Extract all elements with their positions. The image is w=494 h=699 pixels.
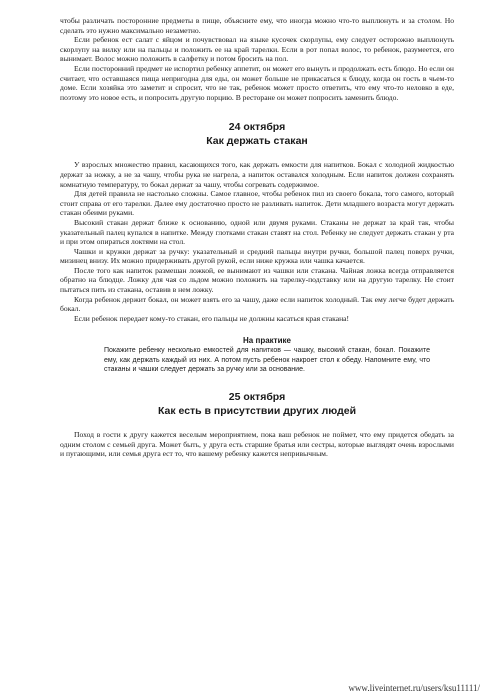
paragraph: Если посторонний предмет не испортил ребенку аппетит, он может его вынуть и продолжать есть блюдо. Но если он считает, что оставшаяся пища непригодна для еды, он может больше не прикасаться к блюду, когда он гость в чьем-то доме. Если хозяйка это заметит и спросит, что не так, ребенок может просто ответить, что ему что-то неловко в еде, поэтому это новое есть, и попросить другую порцию. В ресторане он может попросить заменить блюдо. (60, 63, 454, 102)
section-24-october (60, 120, 454, 323)
intro-text (60, 16, 454, 102)
paragraph: чтобы различать посторонние предметы в пище, объясните ему, что иногда можно что-то выплюнуть и за столом. Но сделать это нужно максимально незаметно. (60, 16, 454, 35)
section-date: 24 октября (228, 121, 286, 134)
practice-text: Покажите ребенку несколько емкостей для напитков — чашку, высокий стакан, бокал. Покажите ему, как держать каждый из них. А потом пусть ребенок накроет стол к обеду. Напомните ему, что стаканы и чашки следует держать за ручку или за основание. (104, 347, 430, 373)
paragraph: У взрослых множество правил, касающихся того, как держать емкости для напитков. Бокал с холодной жидкостью держат за ножку, а не за чашу, чтобы рука не нагрела, а напиток оставался холодным. Если напиток должен сохранять комнатную температуру, то бокал держат за чашу, чтобы согревать содержимое. (60, 160, 454, 189)
practice-title: На практике (243, 336, 291, 346)
practice-note (104, 335, 430, 374)
source-url: www.liveinternet.ru/users/ksu11111/ (348, 683, 480, 693)
paragraph: Когда ребенок держит бокал, он может взять его за чашу, даже если напиток холодный. Так ему легче будет держать бокал. (60, 294, 454, 314)
paragraph: После того как напиток размешан ложкой, ее вынимают из чашки или стакана. Чайная ложка всегда отправляется обратно на блюдце. Ложку для чая со льдом можно положить на тарелку-подставку или на другую тарелку. Не стоит пытаться пить из стакана, оставив в нем ложку. (60, 265, 454, 295)
section-title: Как держать стакан (206, 135, 308, 148)
section-date: 25 октября (228, 391, 286, 404)
section-title: Как есть в присутствии других людей (157, 405, 357, 418)
section-25-october (60, 390, 454, 459)
paragraph: Высокий стакан держат ближе к основанию, одной или двумя руками. Стаканы не держат за край так, чтобы указательный палец купался в напитке. Между глотками стакан ставят на стол. Ребенку не следует держать стакан у рта и при этом опираться локтями на стол. (60, 217, 454, 247)
paragraph: Поход в гости к другу кажется веселым мероприятием, пока ваш ребенок не поймет, что ему придется обедать за одним столом с семьей друга. Может быть, у друга есть старшие братья или сестры, которые выглядят очень взрослыми и пугающими, или семья друга ест то, что вашему ребенку кажется непривычным. (60, 430, 454, 459)
paragraph: Если ребенок ест салат с яйцом и почувствовал на языке кусочек скорлупы, ему следует осторожно выплюнуть скорлупу на вилку или на пальцы и положить ее на край тарелки. Если в рот попал волос, то ребенок, разумеется, его вынимает. Волос можно положить в салфетку и потом бросить на пол. (60, 35, 454, 64)
paragraph: Чашки и кружки держат за ручку: указательный и средний пальцы внутри ручки, большой палец поверх ручки, мизинец внизу. Их можно придерживать другой рукой, если ниже кружка или чашка качается. (60, 246, 454, 266)
paragraph: Для детей правила не настолько сложны. Самое главное, чтобы ребенок пил из своего бокала, того самого, который стоит справа от его тарелки. Далее ему достаточно просто не разливать напиток. Дети младшего возраста могут держать стакан обеими руками. (60, 189, 454, 218)
paragraph: Если ребенок передает кому-то стакан, его пальцы не должны касаться края стакана! (74, 313, 350, 323)
